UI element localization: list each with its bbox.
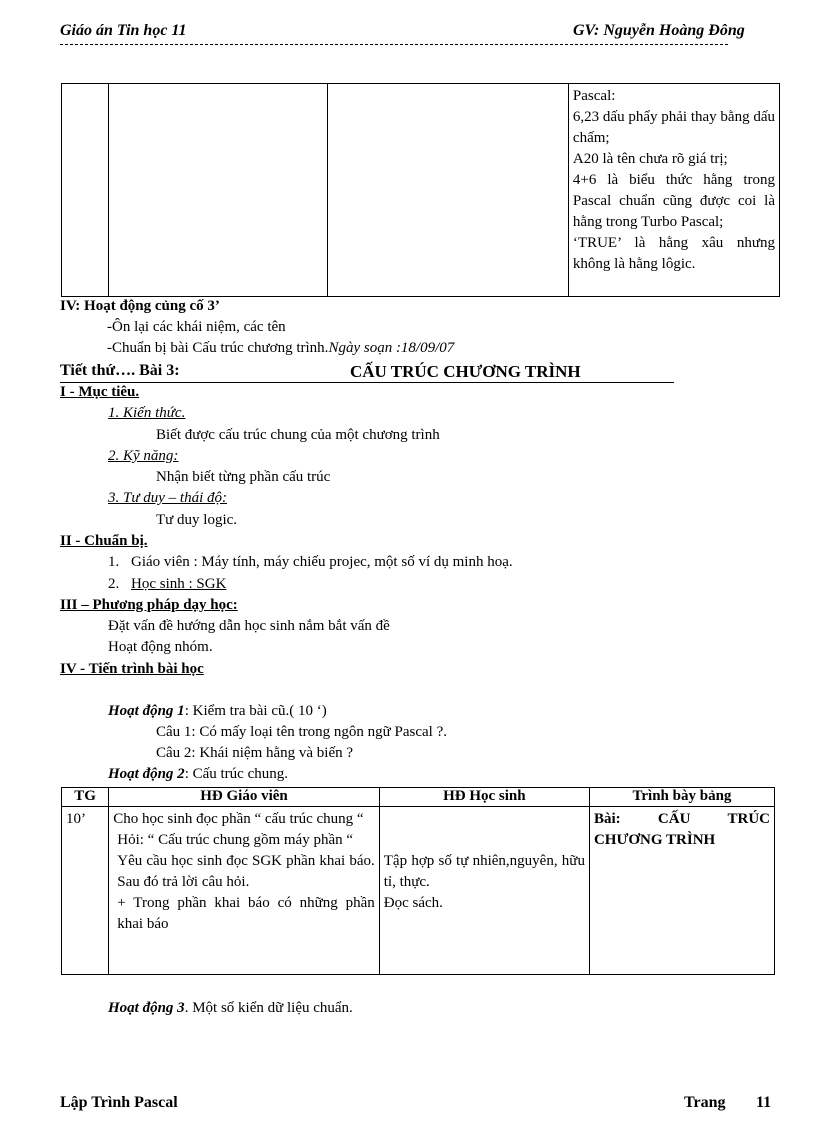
teacher-line: Hỏi: “ Cấu trúc chung gồm máy phần “ [117,832,354,848]
activity-3-label: Hoạt động 3 [108,1000,185,1016]
footer-page-number: 11 [756,1094,772,1111]
col-header-teacher: HĐ Giáo viên [109,788,380,807]
teacher-line: + Trong phần khai báo có những phần khai báo [117,895,375,932]
answer-line: Pascal: [572,88,616,104]
col-header-tg: TG [62,788,109,807]
activity-1-label: Hoạt động 1 [108,703,185,719]
teacher-number: 1. [108,554,120,570]
objectives-heading: I - Mục tiêu. [60,384,140,400]
methods-heading: III – Phương pháp dạy học: [60,597,238,613]
activity-3 [108,1000,353,1017]
footer-left: Lập Trình Pascal [60,1094,178,1111]
consolidation-title: IV: Hoạt động củng cố 3’ [60,298,220,314]
continuation-table [61,83,780,297]
answer-line: ‘TRUE’ là hằng xâu nhưng không là hằng lôgic. [572,235,775,272]
activity-2-text: : Cấu trúc chung. [184,766,288,782]
skills-label: 2. Kỹ năng: [108,448,179,464]
cell-tg: 10’ [62,807,109,975]
student-line: Tập hợp số tự nhiên,nguyên, hữu tỉ, thực. [383,853,585,890]
preparation-teacher: Giáo viên : Máy tính, máy chiếu projec, một số ví dụ minh hoạ. [131,554,513,570]
activity-1 [108,703,327,720]
student-number: 2. [108,576,120,592]
preparation-student: Học sinh : SGK [131,576,227,592]
col-header-board: Trình bày bảng [589,788,774,807]
activity-1-text: : Kiểm tra bài cũ.( 10 ‘) [184,703,327,719]
teacher-line: Yêu cầu học sinh đọc SGK phần khai báo. Sau đó trả lời câu hỏi. [117,853,375,890]
prep-date: Ngày soạn :18/09/07 [328,340,455,356]
header-divider [60,44,728,45]
question-2: Câu 2: Khái niệm hằng và biến ? [156,745,354,761]
cell-empty-1 [62,84,109,297]
method-2: Hoạt động nhóm. [108,639,213,655]
preparation-heading: II - Chuẩn bị. [60,533,148,549]
header-left: Giáo án Tin học 11 [60,22,187,39]
knowledge-label: 1. Kiến thức. [108,405,186,421]
footer-page-label: Trang [684,1094,726,1111]
activity-2 [108,766,288,783]
lesson-title: CẤU TRÚC CHƯƠNG TRÌNH [350,362,581,381]
lesson-label: Tiết thứ…. Bài 3: [60,362,180,379]
answer-line: 6,23 dấu phẩy phải thay bằng dấu chấm; [572,109,775,146]
student-spacer [384,809,585,851]
teacher-line: Cho học sinh đọc phần “ cấu trúc chung “ [113,811,364,827]
answer-line: 4+6 là biểu thức hằng trong Pascal chuẩn cũng được coi là hằng trong Turbo Pascal; [572,172,775,230]
activity-table [61,787,775,975]
cell-answers [568,84,779,297]
activity-2-label: Hoạt động 2 [108,766,185,782]
method-1: Đặt vấn đề hướng dẫn học sinh nắm bắt vấn đề [108,618,390,634]
cell-board: Bài: CẤU TRÚC CHƯƠNG TRÌNH [589,807,774,975]
consolidation-item-1: -Ôn lại các khái niệm, các tên [107,319,286,335]
knowledge-text: Biết được cấu trúc chung của một chương trình [156,427,440,443]
cell-empty-3 [327,84,568,297]
skills-text: Nhận biết từng phần cấu trúc [156,469,331,485]
student-line: Đọc sách. [383,895,443,911]
process-heading: IV - Tiến trình bài học [60,661,204,677]
consolidation-item-2 [107,340,454,357]
lesson-title-rule [60,382,674,383]
attitude-label: 3. Tư duy – thái độ: [108,490,228,506]
cell-student [379,807,589,975]
col-header-student: HĐ Học sinh [379,788,589,807]
consolidation-item-2-text: -Chuẩn bị bài Cấu trúc chương trình. [107,340,329,356]
header-right: GV: Nguyễn Hoàng Đông [573,22,745,39]
cell-teacher [109,807,380,975]
attitude-text: Tư duy logic. [156,512,238,528]
answer-line: A20 là tên chưa rõ giá trị; [572,151,728,167]
question-1: Câu 1: Có mấy loại tên trong ngôn ngữ Pascal ?. [156,724,447,740]
cell-empty-2 [109,84,327,297]
activity-3-text: . Một số kiển dữ liệu chuẩn. [184,1000,353,1016]
